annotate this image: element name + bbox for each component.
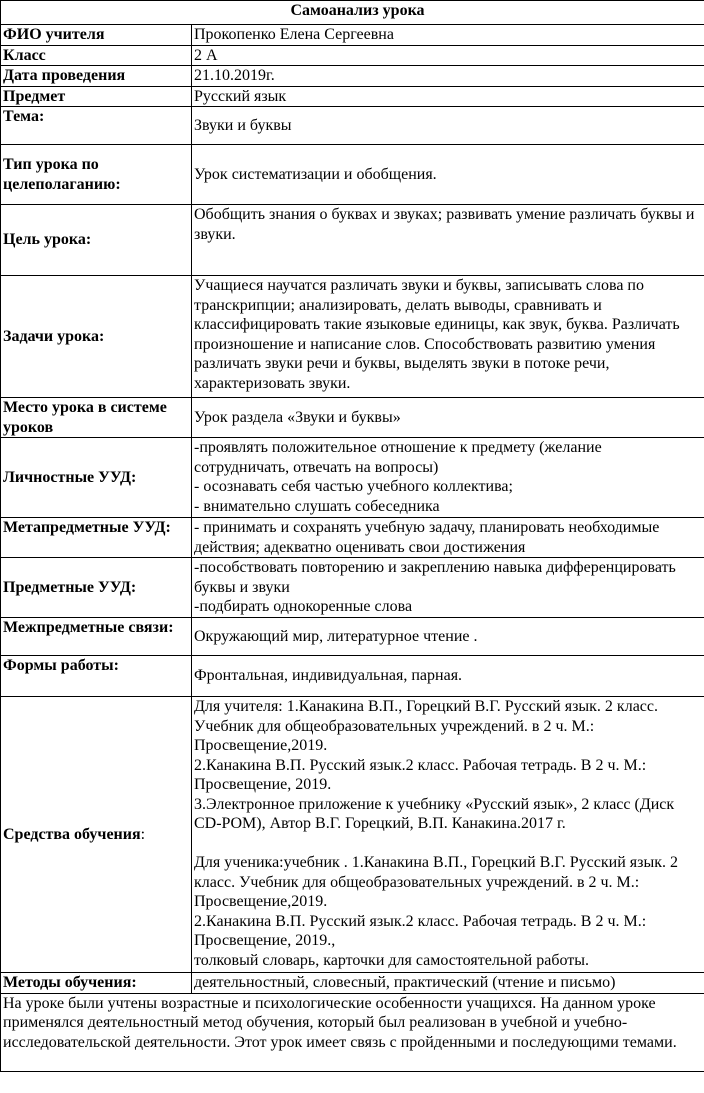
summary-line: На уроке были учтены возрастные и психологические особенности учащихся. На данном уроке: [3, 994, 656, 1012]
class-label: Класс: [1, 45, 192, 66]
teaching-means-label-colon: :: [140, 825, 146, 843]
date-label: Дата проведения: [1, 66, 192, 87]
subject-uud-line: -подбирать однокоренные слова: [194, 598, 413, 615]
tasks-line: произношение и написание слов. Способствовать развитию умения: [194, 335, 656, 353]
tasks-line: Учащиеся научатся различать звуки и буквы, записывать слова по: [194, 277, 644, 294]
row-interdisciplinary: [1, 618, 704, 656]
methods-value: деятельностный, словесный, практический (чтение и письмо): [192, 973, 704, 994]
summary-line: применялся деятельностный метод обучения, который был реализован в учебной и учебно-: [3, 1014, 628, 1031]
row-teaching-means: [1, 697, 704, 973]
teaching-means-line: Просвещение, 2019.,: [194, 932, 336, 949]
row-teacher: [1, 25, 704, 46]
teaching-means-label-text: Средства обучения: [3, 825, 141, 843]
personal-uud-line: - внимательно слушать собеседника: [194, 497, 440, 515]
goal-line: звуки.: [194, 225, 236, 243]
date-value: 21.10.2019г.: [192, 66, 704, 87]
row-personal-uud: [1, 438, 704, 518]
teaching-means-line: Для учителя: 1.Канакина В.П., Горецкий В.Г. Русский язык. 2 класс.: [194, 698, 658, 715]
tasks-line: характеризовать звуки.: [194, 374, 351, 392]
teacher-label: ФИО учителя: [1, 25, 192, 46]
place-label-line: Место урока в системе: [3, 399, 167, 416]
lesson-type-value: Урок систематизации и обобщения.: [192, 145, 704, 205]
tasks-line: классифицировать такие языковые единицы, как звук, буква. Различать: [194, 316, 680, 333]
goal-line: Обобщить знания о буквах и звуках; развивать умение различать буквы и: [194, 206, 695, 223]
personal-uud-line: сотрудничать, отвечать на вопросы): [194, 458, 439, 476]
tasks-line: транскрипции; анализировать, делать выводы, сравнивать и: [194, 296, 602, 314]
teaching-means-line: Для ученика:учебник . 1.Канакина В.П., Горецкий В.Г. Русский язык. 2: [194, 854, 678, 871]
teaching-means-line: класс. Учебник для общеобразовательных учреждений. в 2 ч. М.:: [194, 873, 640, 891]
teaching-means-line: Учебник для общеобразовательных учреждений. в 2 ч. М.:: [194, 717, 595, 735]
interdisciplinary-value: Окружающий мир, литературное чтение .: [192, 618, 704, 656]
subject-uud-label: Предметные УУД:: [1, 558, 192, 618]
personal-uud-line: - осознавать себя частью учебного коллектива;: [194, 478, 513, 495]
subject-uud-value: [192, 558, 704, 618]
row-subject-uud: [1, 558, 704, 618]
lesson-type-label-line: Тип урока по: [3, 156, 99, 173]
teaching-means-line: Просвещение, 2019.: [194, 776, 332, 793]
teaching-means-line: 3.Электронное приложение к учебнику «Русский язык», 2 класс (Диск: [194, 795, 675, 813]
tasks-label: Задачи урока:: [1, 276, 192, 398]
teaching-means-line: Просвещение,2019.: [194, 893, 328, 910]
goal-label: Цель урока:: [1, 205, 192, 276]
row-class: [1, 45, 704, 66]
teaching-means-label: [1, 697, 192, 973]
work-forms-label: Формы работы:: [1, 656, 192, 697]
lesson-type-label: [1, 145, 192, 205]
teaching-means-value: [192, 697, 704, 973]
row-summary: [1, 993, 704, 1071]
lesson-type-label-line: целеполаганию:: [3, 175, 121, 193]
row-meta-uud: [1, 518, 704, 558]
summary-line: исследовательской деятельности. Этот урок имеет связь с пройденными и последующими темами.: [3, 1033, 677, 1051]
document-title: Самоанализ урока: [1, 1, 704, 25]
place-label: [1, 398, 192, 438]
class-value: 2 А: [192, 45, 704, 66]
teaching-means-line: 2.Канакина В.П. Русский язык.2 класс. Рабочая тетрадь. В 2 ч. М.:: [194, 756, 647, 774]
meta-uud-label: Метапредметные УУД:: [1, 518, 192, 558]
teaching-means-line: 2.Канакина В.П. Русский язык.2 класс. Рабочая тетрадь. В 2 ч. М.:: [194, 912, 647, 930]
tasks-line: различать звуки речи и буквы, выделять звуки в потоке речи,: [194, 355, 610, 372]
subject-uud-line: буквы и звуки: [194, 578, 290, 596]
place-label-line: уроков: [3, 418, 54, 436]
subject-value: Русский язык: [192, 86, 704, 107]
personal-uud-label: Личностные УУД:: [1, 438, 192, 518]
topic-label: Тема:: [1, 107, 192, 145]
place-value: Урок раздела «Звуки и буквы»: [192, 398, 704, 438]
meta-uud-line: действия; адекватно оценивать свои достижения: [194, 538, 526, 556]
teaching-means-blank-line: [194, 834, 704, 854]
teaching-means-line: Просвещение,2019.: [194, 737, 328, 754]
teaching-means-line: толковый словарь, карточки для самостоятельной работы.: [194, 951, 589, 969]
teacher-value: Прокопенко Елена Сергеевна: [192, 25, 704, 46]
methods-label: Методы обучения:: [1, 973, 192, 994]
summary-text: [1, 993, 704, 1071]
subject-uud-line: -пособствовать повторению и закреплению навыка дифференцировать: [194, 559, 676, 576]
row-tasks: [1, 276, 704, 398]
row-date: [1, 66, 704, 87]
topic-value: Звуки и буквы: [192, 107, 704, 145]
work-forms-value: Фронтальная, индивидуальная, парная.: [192, 656, 704, 697]
row-goal: [1, 205, 704, 276]
row-methods: [1, 973, 704, 994]
row-lesson-type: [1, 145, 704, 205]
teaching-means-line: CD-POM), Автор В.Г. Горецкий, В.П. Канакина.2017 г.: [194, 815, 566, 832]
row-work-forms: [1, 656, 704, 697]
title-row: [1, 1, 704, 25]
meta-uud-value: [192, 518, 704, 558]
interdisciplinary-label: Межпредметные связи:: [1, 618, 192, 656]
row-topic: [1, 107, 704, 145]
row-subject: [1, 86, 704, 107]
goal-value: [192, 205, 704, 276]
personal-uud-value: [192, 438, 704, 518]
row-place: [1, 398, 704, 438]
personal-uud-line: -проявлять положительное отношение к предмету (желание: [194, 439, 602, 456]
subject-label: Предмет: [1, 86, 192, 107]
tasks-value: [192, 276, 704, 398]
meta-uud-line: - принимать и сохранять учебную задачу, планировать необходимые: [194, 519, 660, 536]
